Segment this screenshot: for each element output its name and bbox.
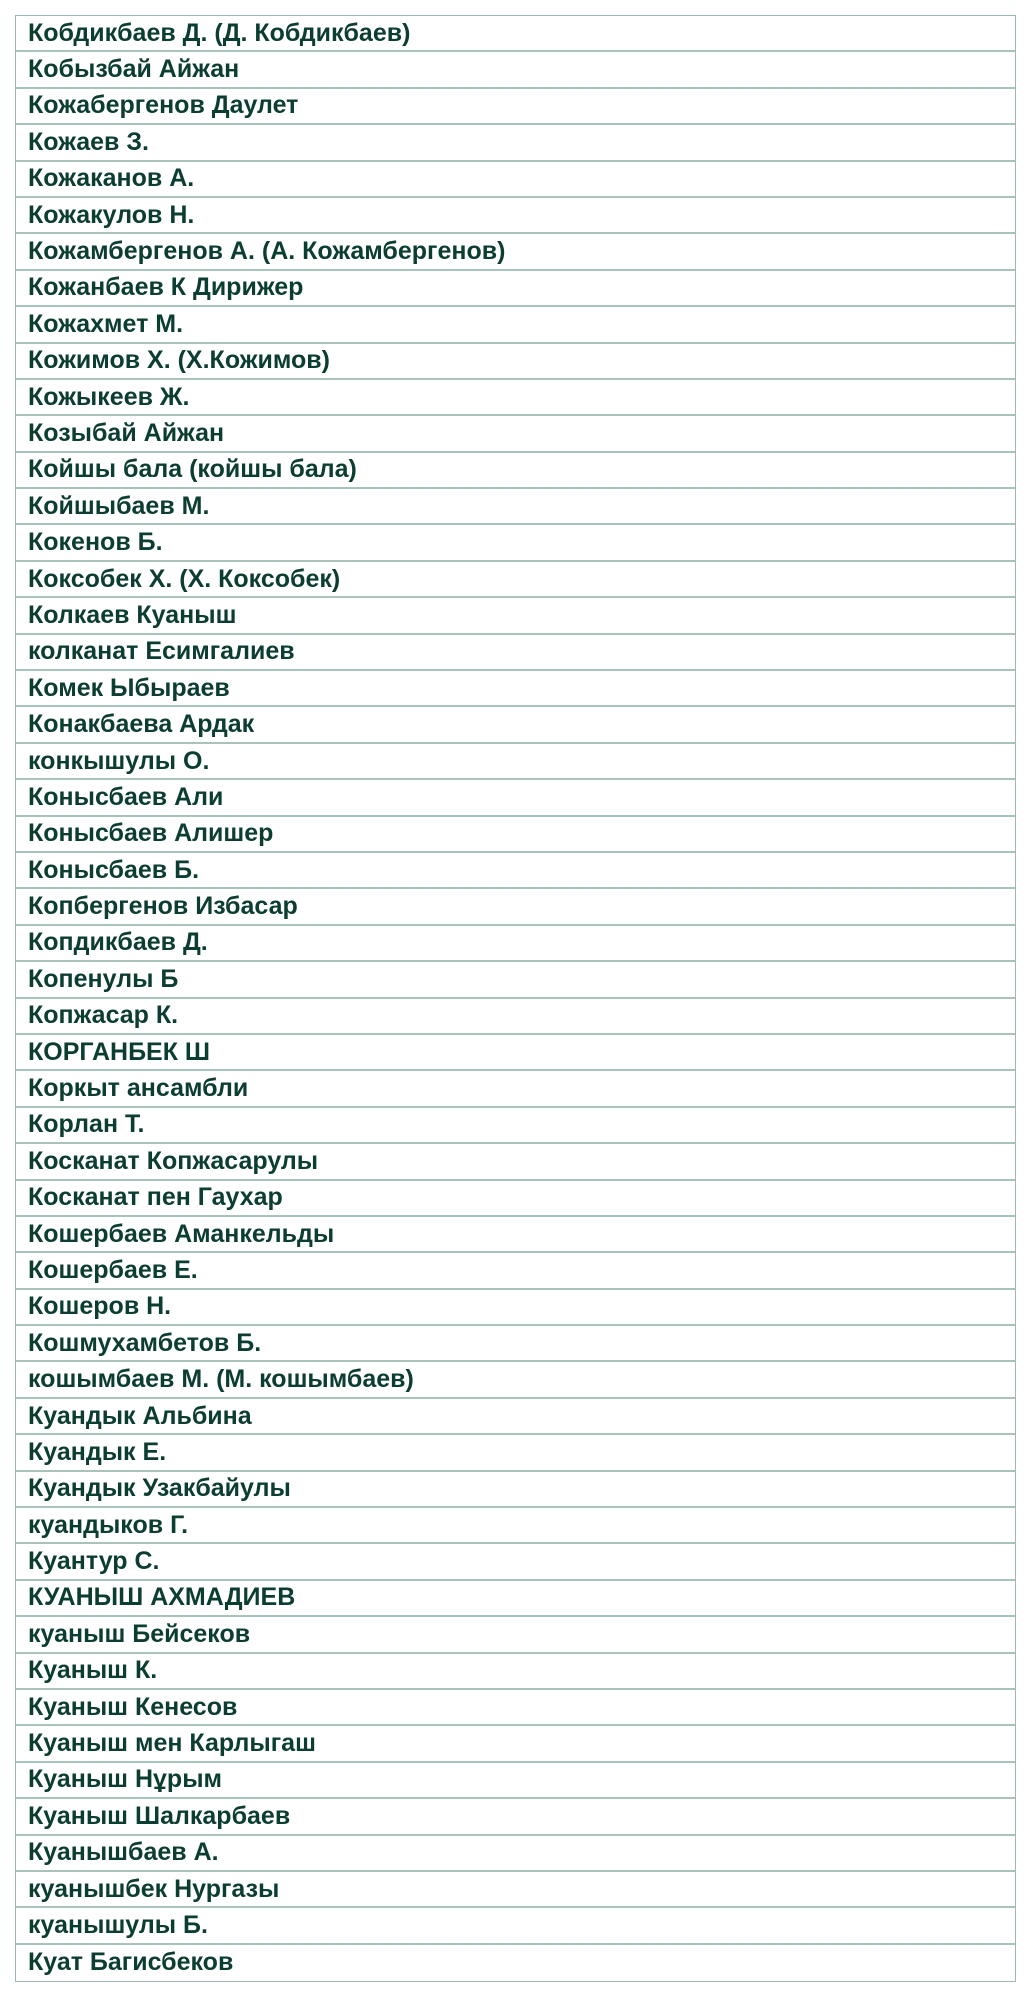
list-item: Кожаев З. — [16, 125, 1015, 161]
list-item: КОРГАНБЕК Ш — [16, 1035, 1015, 1071]
list-item: Куаныш мен Карлыгаш — [16, 1726, 1015, 1762]
list-item: Куат Багисбеков — [28, 1948, 234, 1977]
list-item: Козыбай Айжан — [16, 416, 1015, 452]
list-item: Куанышбаев А. — [16, 1836, 1015, 1872]
list-item: Кобызбай Айжан — [16, 52, 1015, 88]
list-item: Конысбаев Б. — [16, 853, 1015, 889]
list-item: Копенулы Б — [16, 962, 1015, 998]
list-item: Кошмухамбетов Б. — [16, 1326, 1015, 1362]
list-item: Койшыбаев М. — [16, 489, 1015, 525]
list-item: Кожаканов А. — [16, 162, 1015, 198]
list-item: Кожыкеев Ж. — [16, 380, 1015, 416]
list-item: Конысбаев Али — [16, 780, 1015, 816]
list-item: куанышулы Б. — [16, 1908, 1015, 1944]
list-item: Косканат Копжасарулы — [16, 1144, 1015, 1180]
list-item: Кокенов Б. — [16, 525, 1015, 561]
list-item: Копжасар К. — [16, 999, 1015, 1035]
list-item: куандыков Г. — [16, 1508, 1015, 1544]
list-item: Куандык Узакбайулы — [16, 1472, 1015, 1508]
list-item: Колкаев Куаныш — [16, 598, 1015, 634]
list-item: конкышулы О. — [16, 744, 1015, 780]
list-item: КУАНЫШ АХМАДИЕВ — [16, 1581, 1015, 1617]
list-item: Корлан Т. — [16, 1108, 1015, 1144]
list-item: Конакбаева Ардак — [16, 707, 1015, 743]
list-item: Кошербаев Аманкельды — [16, 1217, 1015, 1253]
list-item: Кошербаев Е. — [16, 1253, 1015, 1289]
list-item: Кожимов Х. (Х.Кожимов) — [16, 344, 1015, 380]
list-item: Комек Ыбыраев — [16, 671, 1015, 707]
list-item: Кожабергенов Даулет — [16, 89, 1015, 125]
list-item: кошымбаев М. (М. кошымбаев) — [16, 1362, 1015, 1398]
list-item: Кошеров Н. — [16, 1290, 1015, 1326]
list-item: Конысбаев Алишер — [16, 817, 1015, 853]
list-item: Коркыт ансамбли — [16, 1071, 1015, 1107]
list-item: Кожахмет М. — [16, 307, 1015, 343]
list-item: Койшы бала (койшы бала) — [16, 453, 1015, 489]
list-item: колканат Есимгалиев — [16, 635, 1015, 671]
list-item: Кожанбаев К Дирижер — [16, 271, 1015, 307]
list-item: Куаныш Кенесов — [16, 1690, 1015, 1726]
list-item: Кожамбергенов А. (А. Кожамбергенов) — [16, 234, 1015, 270]
list-item: Куаныш Нұрым — [16, 1763, 1015, 1799]
list-item: Куаныш К. — [16, 1654, 1015, 1690]
list-item: Куандык Е. — [16, 1435, 1015, 1471]
list-item: Кобдикбаев Д. (Д. Кобдикбаев) — [16, 16, 1015, 52]
list-item: куанышбек Нургазы — [16, 1872, 1015, 1908]
list-item: Куаныш Шалкарбаев — [16, 1799, 1015, 1835]
list-item: Копбергенов Избасар — [16, 889, 1015, 925]
list-item: Куантур С. — [16, 1544, 1015, 1580]
list-item: Копдикбаев Д. — [16, 926, 1015, 962]
list-item: Коксобек Х. (Х. Коксобек) — [16, 562, 1015, 598]
list-item: Кожакулов Н. — [16, 198, 1015, 234]
list-item: Куандык Альбина — [16, 1399, 1015, 1435]
list-item: куаныш Бейсеков — [16, 1617, 1015, 1653]
list-item: Косканат пен Гаухар — [16, 1181, 1015, 1217]
name-list-table — [15, 15, 1016, 1982]
